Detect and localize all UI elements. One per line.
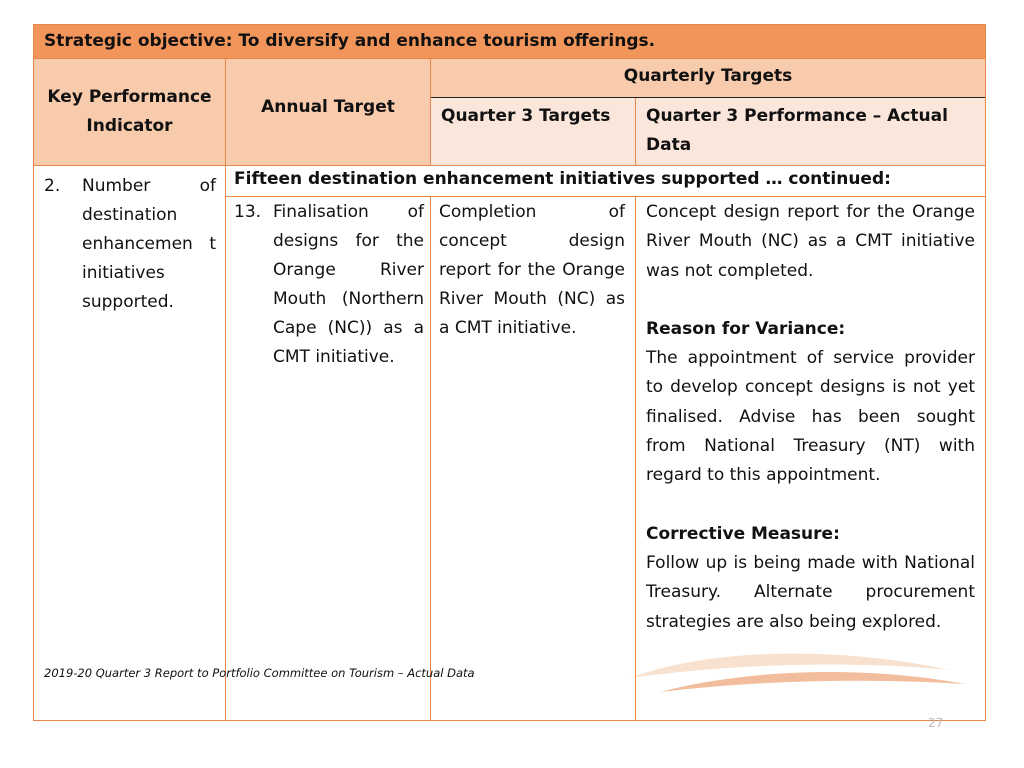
kpi-table [33,24,986,721]
continued-row-title: Fifteen destination enhancement initiatives supported … continued: [226,166,985,197]
page-number: 27 [928,716,944,730]
kpi-header-label: Key Performance Indicator [47,87,212,136]
annual-target-number: 13. [234,202,262,222]
corrective-heading: Corrective Measure: [646,523,840,544]
variance-text: The appointment of service provider to develop concept designs is not yet finalised. Advise has been sought from National Treasury (NT) with regard to this appointment. [646,348,975,486]
quarter-3-targets-header: Quarter 3 Targets [431,98,636,166]
corrective-text: Follow up is being made with National Treasury. Alternate procurement strategies are also being explored. [646,552,975,632]
strategic-objective-bar: Strategic objective: To diversify and enhance tourism offerings. [34,25,985,59]
report-footer: 2019-20 Quarter 3 Report to Portfolio Committee on Tourism – Actual Data [44,666,475,680]
quarter-3-target-cell: Completion of concept design report for the Orange River Mouth (NC) as a CMT initiative. [431,197,636,720]
kpi-header [34,59,226,166]
kpi-number: 2. [44,176,61,196]
variance-heading: Reason for Variance: [646,318,846,339]
quarterly-targets-header: Quarterly Targets [431,59,985,98]
annual-target-header [226,59,431,166]
kpi-text: Number of destination enhancemen t initiatives supported. [82,176,216,312]
kpi-cell [34,166,226,720]
performance-status: Concept design report for the Orange River Mouth (NC) as a CMT initiative was not completed. [646,202,975,281]
annual-target-header-label: Annual Target [261,97,395,117]
quarter-3-performance-cell [636,197,985,720]
annual-target-text: Finalisation of designs for the Orange River Mouth (Northern Cape (NC)) as a CMT initiative. [273,202,424,367]
quarter-3-performance-header: Quarter 3 Performance – Actual Data [636,98,985,166]
annual-target-cell [226,197,431,720]
